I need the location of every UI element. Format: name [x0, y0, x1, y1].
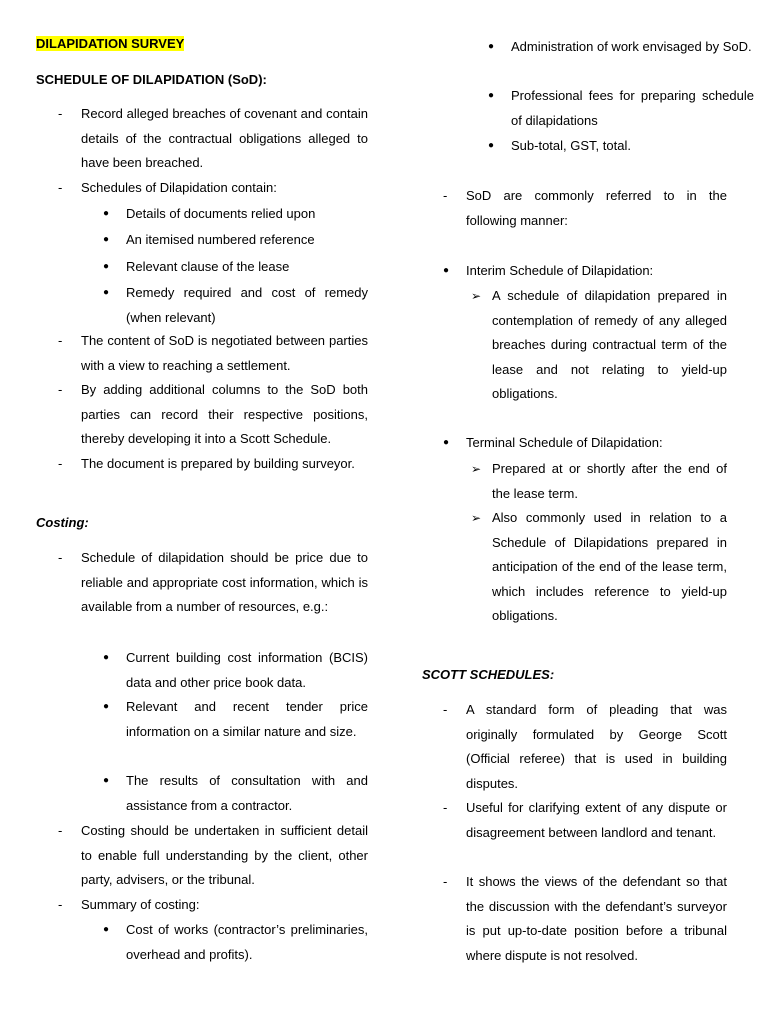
- dash-bullet-icon: -: [443, 188, 448, 203]
- bullet-icon: ●: [103, 287, 110, 298]
- bullet-icon: ●: [488, 140, 495, 151]
- terminal-schedule-point: ➢ Prepared at or shortly after the end of the lease term.: [492, 457, 727, 506]
- costing-item: - Schedule of dilapidation should be price due to reliable and appropriate cost information, which is available from a number of resources, e.g.:: [81, 546, 368, 620]
- sod-contain-item: ● An itemised numbered reference: [126, 228, 368, 253]
- costing-item: - Summary of costing:: [81, 893, 368, 918]
- scott-item: - It shows the views of the defendant so that the discussion with the defendant’s surveyor is put up-to-date position before a tribunal where dispute is not resolved.: [466, 870, 727, 968]
- bullet-icon: ●: [103, 775, 110, 786]
- document-title: DILAPIDATION SURVEY: [36, 36, 185, 51]
- costing-summary-item: ● Sub-total, GST, total.: [511, 134, 754, 159]
- dash-bullet-icon: -: [443, 800, 448, 815]
- bullet-icon: ●: [443, 265, 450, 276]
- dash-bullet-icon: -: [58, 106, 63, 121]
- scott-heading: SCOTT SCHEDULES:: [422, 667, 555, 682]
- dash-bullet-icon: -: [443, 702, 448, 717]
- interim-schedule-title: ● Interim Schedule of Dilapidation:: [466, 259, 727, 284]
- dash-bullet-icon: -: [58, 897, 63, 912]
- arrow-bullet-icon: ➢: [471, 289, 482, 303]
- scott-item: - A standard form of pleading that was originally formulated by George Scott (Official referee) that is used in building disputes.: [466, 698, 727, 796]
- dash-bullet-icon: -: [58, 823, 63, 838]
- arrow-bullet-icon: ➢: [471, 511, 482, 525]
- sod-item: - The document is prepared by building surveyor.: [81, 452, 368, 477]
- scott-item: - Useful for clarifying extent of any dispute or disagreement between landlord and tenant.: [466, 796, 727, 845]
- costing-summary-item: ● Administration of work envisaged by SoD.: [511, 35, 754, 60]
- bullet-icon: ●: [443, 437, 450, 448]
- costing-summary-item: ● Professional fees for preparing schedule of dilapidations: [511, 84, 754, 133]
- arrow-bullet-icon: ➢: [471, 462, 482, 476]
- costing-resource-item: ● The results of consultation with and assistance from a contractor.: [126, 769, 368, 818]
- bullet-icon: ●: [103, 208, 110, 219]
- dash-bullet-icon: -: [443, 874, 448, 889]
- costing-resource-item: ● Current building cost information (BCIS) data and other price book data.: [126, 646, 368, 695]
- bullet-icon: ●: [103, 924, 110, 935]
- interim-schedule-point: ➢ A schedule of dilapidation prepared in contemplation of remedy of any alleged breaches during contractual term of the lease and not relating to yield-up obligations.: [492, 284, 727, 407]
- costing-heading: Costing:: [36, 515, 89, 530]
- sod-contain-item: ● Relevant clause of the lease: [126, 255, 368, 280]
- sod-item: - The content of SoD is negotiated between parties with a view to reaching a settlement.: [81, 329, 368, 378]
- bullet-icon: ●: [103, 261, 110, 272]
- bullet-icon: ●: [103, 234, 110, 245]
- bullet-icon: ●: [103, 701, 110, 712]
- dash-bullet-icon: -: [58, 382, 63, 397]
- sod-reference-item: - SoD are commonly referred to in the following manner:: [466, 184, 727, 233]
- costing-resource-item: ● Relevant and recent tender price information on a similar nature and size.: [126, 695, 368, 744]
- sod-item: - By adding additional columns to the SoD both parties can record their respective positions, thereby developing it into a Scott Schedule.: [81, 378, 368, 452]
- bullet-icon: ●: [488, 41, 495, 52]
- terminal-schedule-point: ➢ Also commonly used in relation to a Schedule of Dilapidations prepared in anticipation of the end of the lease term, which includes reference to yield-up obligations.: [492, 506, 727, 629]
- sod-contain-item: ● Remedy required and cost of remedy (when relevant): [126, 281, 368, 330]
- dash-bullet-icon: -: [58, 456, 63, 471]
- bullet-icon: ●: [488, 90, 495, 101]
- bullet-icon: ●: [103, 652, 110, 663]
- sod-contain-item: ● Details of documents relied upon: [126, 202, 368, 227]
- sod-heading: SCHEDULE OF DILAPIDATION (SoD):: [36, 72, 267, 87]
- sod-item: - Schedules of Dilapidation contain:: [81, 176, 368, 201]
- costing-item: - Costing should be undertaken in sufficient detail to enable full understanding by the client, other party, advisers, or the tribunal.: [81, 819, 368, 893]
- sod-item: - Record alleged breaches of covenant and contain details of the contractual obligations alleged to have been breached.: [81, 102, 368, 176]
- terminal-schedule-title: ● Terminal Schedule of Dilapidation:: [466, 431, 727, 456]
- dash-bullet-icon: -: [58, 180, 63, 195]
- costing-summary-item: ● Cost of works (contractor’s preliminaries, overhead and profits).: [126, 918, 368, 967]
- dash-bullet-icon: -: [58, 550, 63, 565]
- dash-bullet-icon: -: [58, 333, 63, 348]
